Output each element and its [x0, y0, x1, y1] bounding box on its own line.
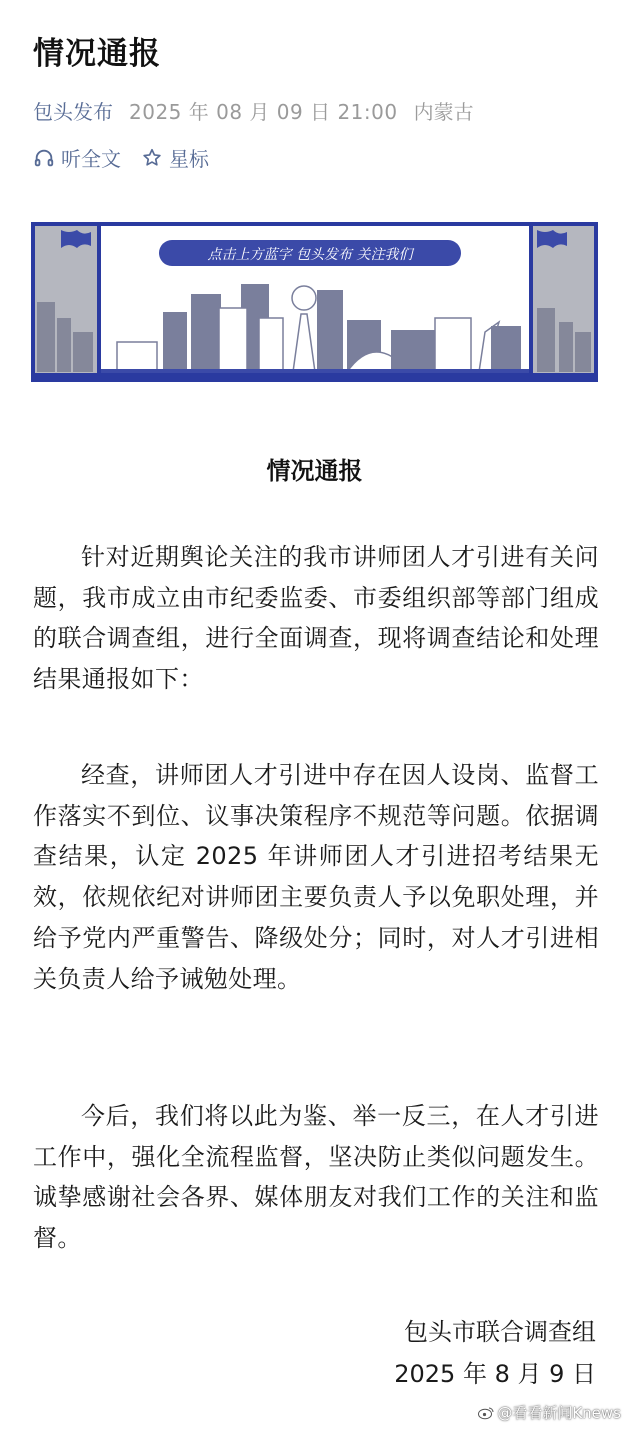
signature-org: 包头市联合调查组	[404, 1318, 596, 1346]
star-button[interactable]	[141, 143, 209, 172]
banner-slogan: 点击上方蓝字 包头发布 关注我们	[207, 247, 413, 263]
headphones-icon	[33, 147, 55, 169]
weibo-logo-icon	[478, 1406, 494, 1420]
account-name-link[interactable]: 包头发布	[33, 100, 113, 124]
location-label: 内蒙古	[413, 100, 474, 124]
paragraph-1: 针对近期舆论关注的我市讲师团人才引进有关问题，我市成立由市纪委监委、市委组织部等部门组成的联合调查组，进行全面调查，现将调查结论和处理结果通报如下：	[33, 543, 599, 694]
star-icon	[141, 147, 163, 169]
publish-date: 2025 年 08 月 09 日 21:00	[129, 100, 398, 124]
article-actions	[33, 143, 229, 172]
watermark-text: @看看新闻Knews	[497, 1404, 621, 1422]
listen-button[interactable]	[33, 143, 121, 172]
watermark	[478, 1402, 621, 1423]
signature-date: 2025 年 8 月 9 日	[394, 1360, 596, 1388]
article-meta	[33, 96, 474, 125]
paragraph-3: 今后，我们将以此为鉴、举一反三，在人才引进工作中，强化全流程监督，坚决防止类似问题发生。诚挚感谢社会各界、媒体朋友对我们工作的关注和监督。	[33, 1102, 599, 1253]
header-banner-image	[31, 222, 598, 382]
article-heading: 情况通报	[266, 457, 363, 485]
page-title: 情况通报	[33, 36, 161, 72]
listen-label: 听全文	[61, 147, 121, 171]
paragraph-2: 经查，讲师团人才引进中存在因人设岗、监督工作落实不到位、议事决策程序不规范等问题。依据调查结果，认定 2025 年讲师团人才引进招考结果无效，依规依纪对讲师团主要负责人予以免职处理，并给予党内严重警告、降级处分；同时，对人才引进相关负责人给予诫勉处理。	[33, 761, 599, 993]
star-label: 星标	[169, 147, 209, 171]
